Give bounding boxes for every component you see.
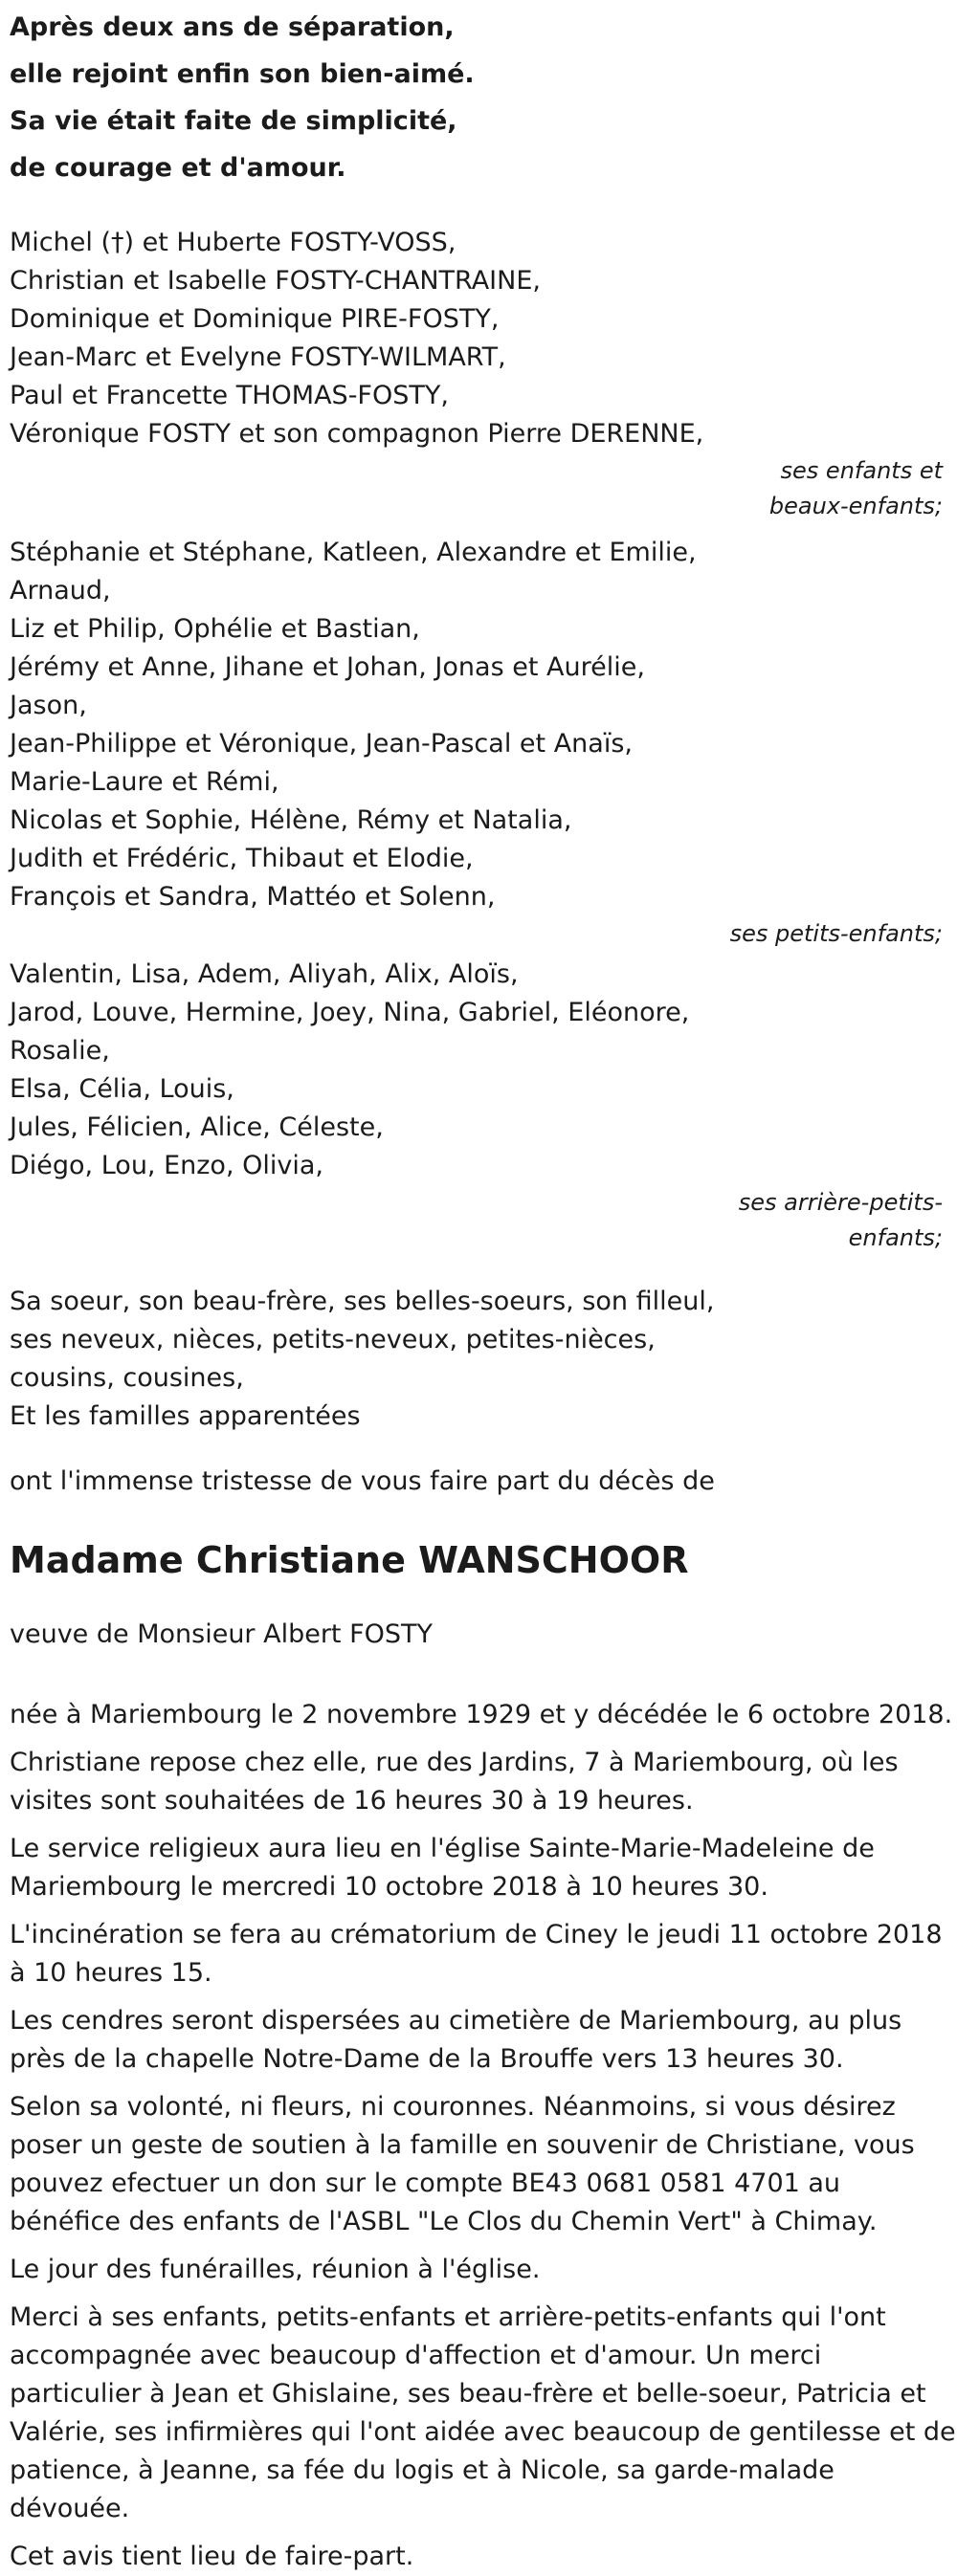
grandchildren-list: [10, 534, 947, 952]
detail-paragraph: Merci à ses enfants, petits-enfants et arrière-petits-enfants qui l'ont accompagnée avec beaucoup d'affection et d'amour. Un merci particulier à Jean et Ghislaine, ses beau-frère et belle-soeur, Patricia et Valérie, ses infirmières qui l'ont aidée avec beaucoup de gentilesse et de patience, à Jeanne, sa fée du logis et à Nicole, sa garde-malade dévouée.: [10, 2302, 956, 2523]
relation-label: beaux-enfants;: [768, 493, 943, 519]
detail-paragraph: Cet avis tient lieu de faire-part.: [10, 2542, 414, 2571]
family-line: Rosalie,: [10, 1036, 110, 1066]
family-line: Marie-Laure et Rémi,: [10, 767, 279, 797]
family-line: ses neveux, nièces, petits-neveux, petites-nièces,: [10, 1325, 656, 1354]
intro-line: Après deux ans de séparation,: [10, 12, 455, 42]
family-line: Et les familles apparentées: [10, 1401, 361, 1431]
family-line: Valentin, Lisa, Adem, Aliyah, Alix, Aloïs,: [10, 959, 519, 989]
family-line: Stéphanie et Stéphane, Katleen, Alexandre et Emilie,: [10, 538, 697, 567]
relation-label: enfants;: [848, 1224, 943, 1251]
detail-paragraph: née à Mariembourg le 2 novembre 1929 et y décédée le 6 octobre 2018.: [10, 1700, 953, 1729]
family-line: Jean-Philippe et Véronique, Jean-Pascal et Anaïs,: [10, 729, 633, 759]
intro-verse: [10, 4, 947, 191]
detail-paragraph: Christiane repose chez elle, rue des Jardins, 7 à Mariembourg, où les visites sont souhaitées de 16 heures 30 à 19 heures.: [10, 1748, 899, 1816]
family-line: Diégo, Lou, Enzo, Olivia,: [10, 1151, 323, 1180]
family-line: François et Sandra, Mattéo et Solenn,: [10, 882, 496, 912]
family-line: cousins, cousines,: [10, 1363, 244, 1393]
detail-paragraph: Le service religieux aura lieu en l'église Sainte-Marie-Madeleine de Mariembourg le mercredi 10 octobre 2018 à 10 heures 30.: [10, 1834, 875, 1902]
family-line: Jules, Félicien, Alice, Céleste,: [10, 1112, 384, 1142]
family-line: Jarod, Louve, Hermine, Joey, Nina, Gabriel, Eléonore,: [10, 998, 690, 1027]
family-line: Christian et Isabelle FOSTY-CHANTRAINE,: [10, 266, 541, 296]
intro-line: de courage et d'amour.: [10, 153, 346, 183]
family-line: Judith et Frédéric, Thibaut et Elodie,: [10, 844, 474, 873]
family-line: Michel (†) et Huberte FOSTY-VOSS,: [10, 228, 456, 257]
family-line: Jean-Marc et Evelyne FOSTY-WILMART,: [10, 342, 506, 372]
detail-paragraph: Le jour des funérailles, réunion à l'église.: [10, 2255, 541, 2284]
relation-label: ses enfants et: [780, 457, 943, 484]
family-line: Sa soeur, son beau-frère, ses belles-soeurs, son filleul,: [10, 1287, 715, 1316]
family-line: Dominique et Dominique PIRE-FOSTY,: [10, 304, 500, 334]
great-grandchildren-list: [10, 956, 947, 1256]
family-line: Jason,: [10, 691, 87, 720]
family-line: Nicolas et Sophie, Hélène, Rémy et Natalia,: [10, 805, 572, 835]
details-section: [10, 1696, 956, 2576]
family-line: Jérémy et Anne, Jihane et Johan, Jonas et Aurélie,: [10, 652, 645, 682]
widow-of-text: veuve de Monsieur Albert FOSTY: [10, 1619, 434, 1649]
relation-label: ses arrière-petits-: [738, 1189, 943, 1216]
announcement-text: ont l'immense tristesse de vous faire part du décès de: [10, 1466, 715, 1496]
detail-paragraph: L'incinération se fera au crématorium de Ciney le jeudi 11 octobre 2018 à 10 heures 15.: [10, 1920, 943, 1988]
family-line: Liz et Philip, Ophélie et Bastian,: [10, 614, 420, 644]
children-list: [10, 224, 947, 524]
family-line: Elsa, Célia, Louis,: [10, 1074, 234, 1104]
intro-line: Sa vie était faite de simplicité,: [10, 106, 457, 136]
detail-paragraph: Les cendres seront dispersées au cimetière de Mariembourg, au plus près de la chapelle Notre-Dame de la Brouffe vers 13 heures 30.: [10, 2006, 902, 2074]
extended-family-list: [10, 1283, 947, 1436]
detail-paragraph: Selon sa volonté, ni fleurs, ni couronnes. Néanmoins, si vous désirez poser un geste de soutien à la famille en souvenir de Christiane, vous pouvez efectuer un don sur le compte BE43 0681 0581 4701 au bénéfice des enfants de l'ASBL "Le Clos du Chemin Vert" à Chimay.: [10, 2092, 915, 2236]
intro-line: elle rejoint enfin son bien-aimé.: [10, 59, 475, 89]
family-line: Paul et Francette THOMAS-FOSTY,: [10, 381, 449, 410]
family-line: Arnaud,: [10, 576, 111, 605]
relation-label: ses petits-enfants;: [729, 920, 943, 947]
deceased-name: Madame Christiane WANSCHOOR: [10, 1539, 689, 1581]
family-line: Véronique FOSTY et son compagnon Pierre DERENNE,: [10, 419, 704, 449]
